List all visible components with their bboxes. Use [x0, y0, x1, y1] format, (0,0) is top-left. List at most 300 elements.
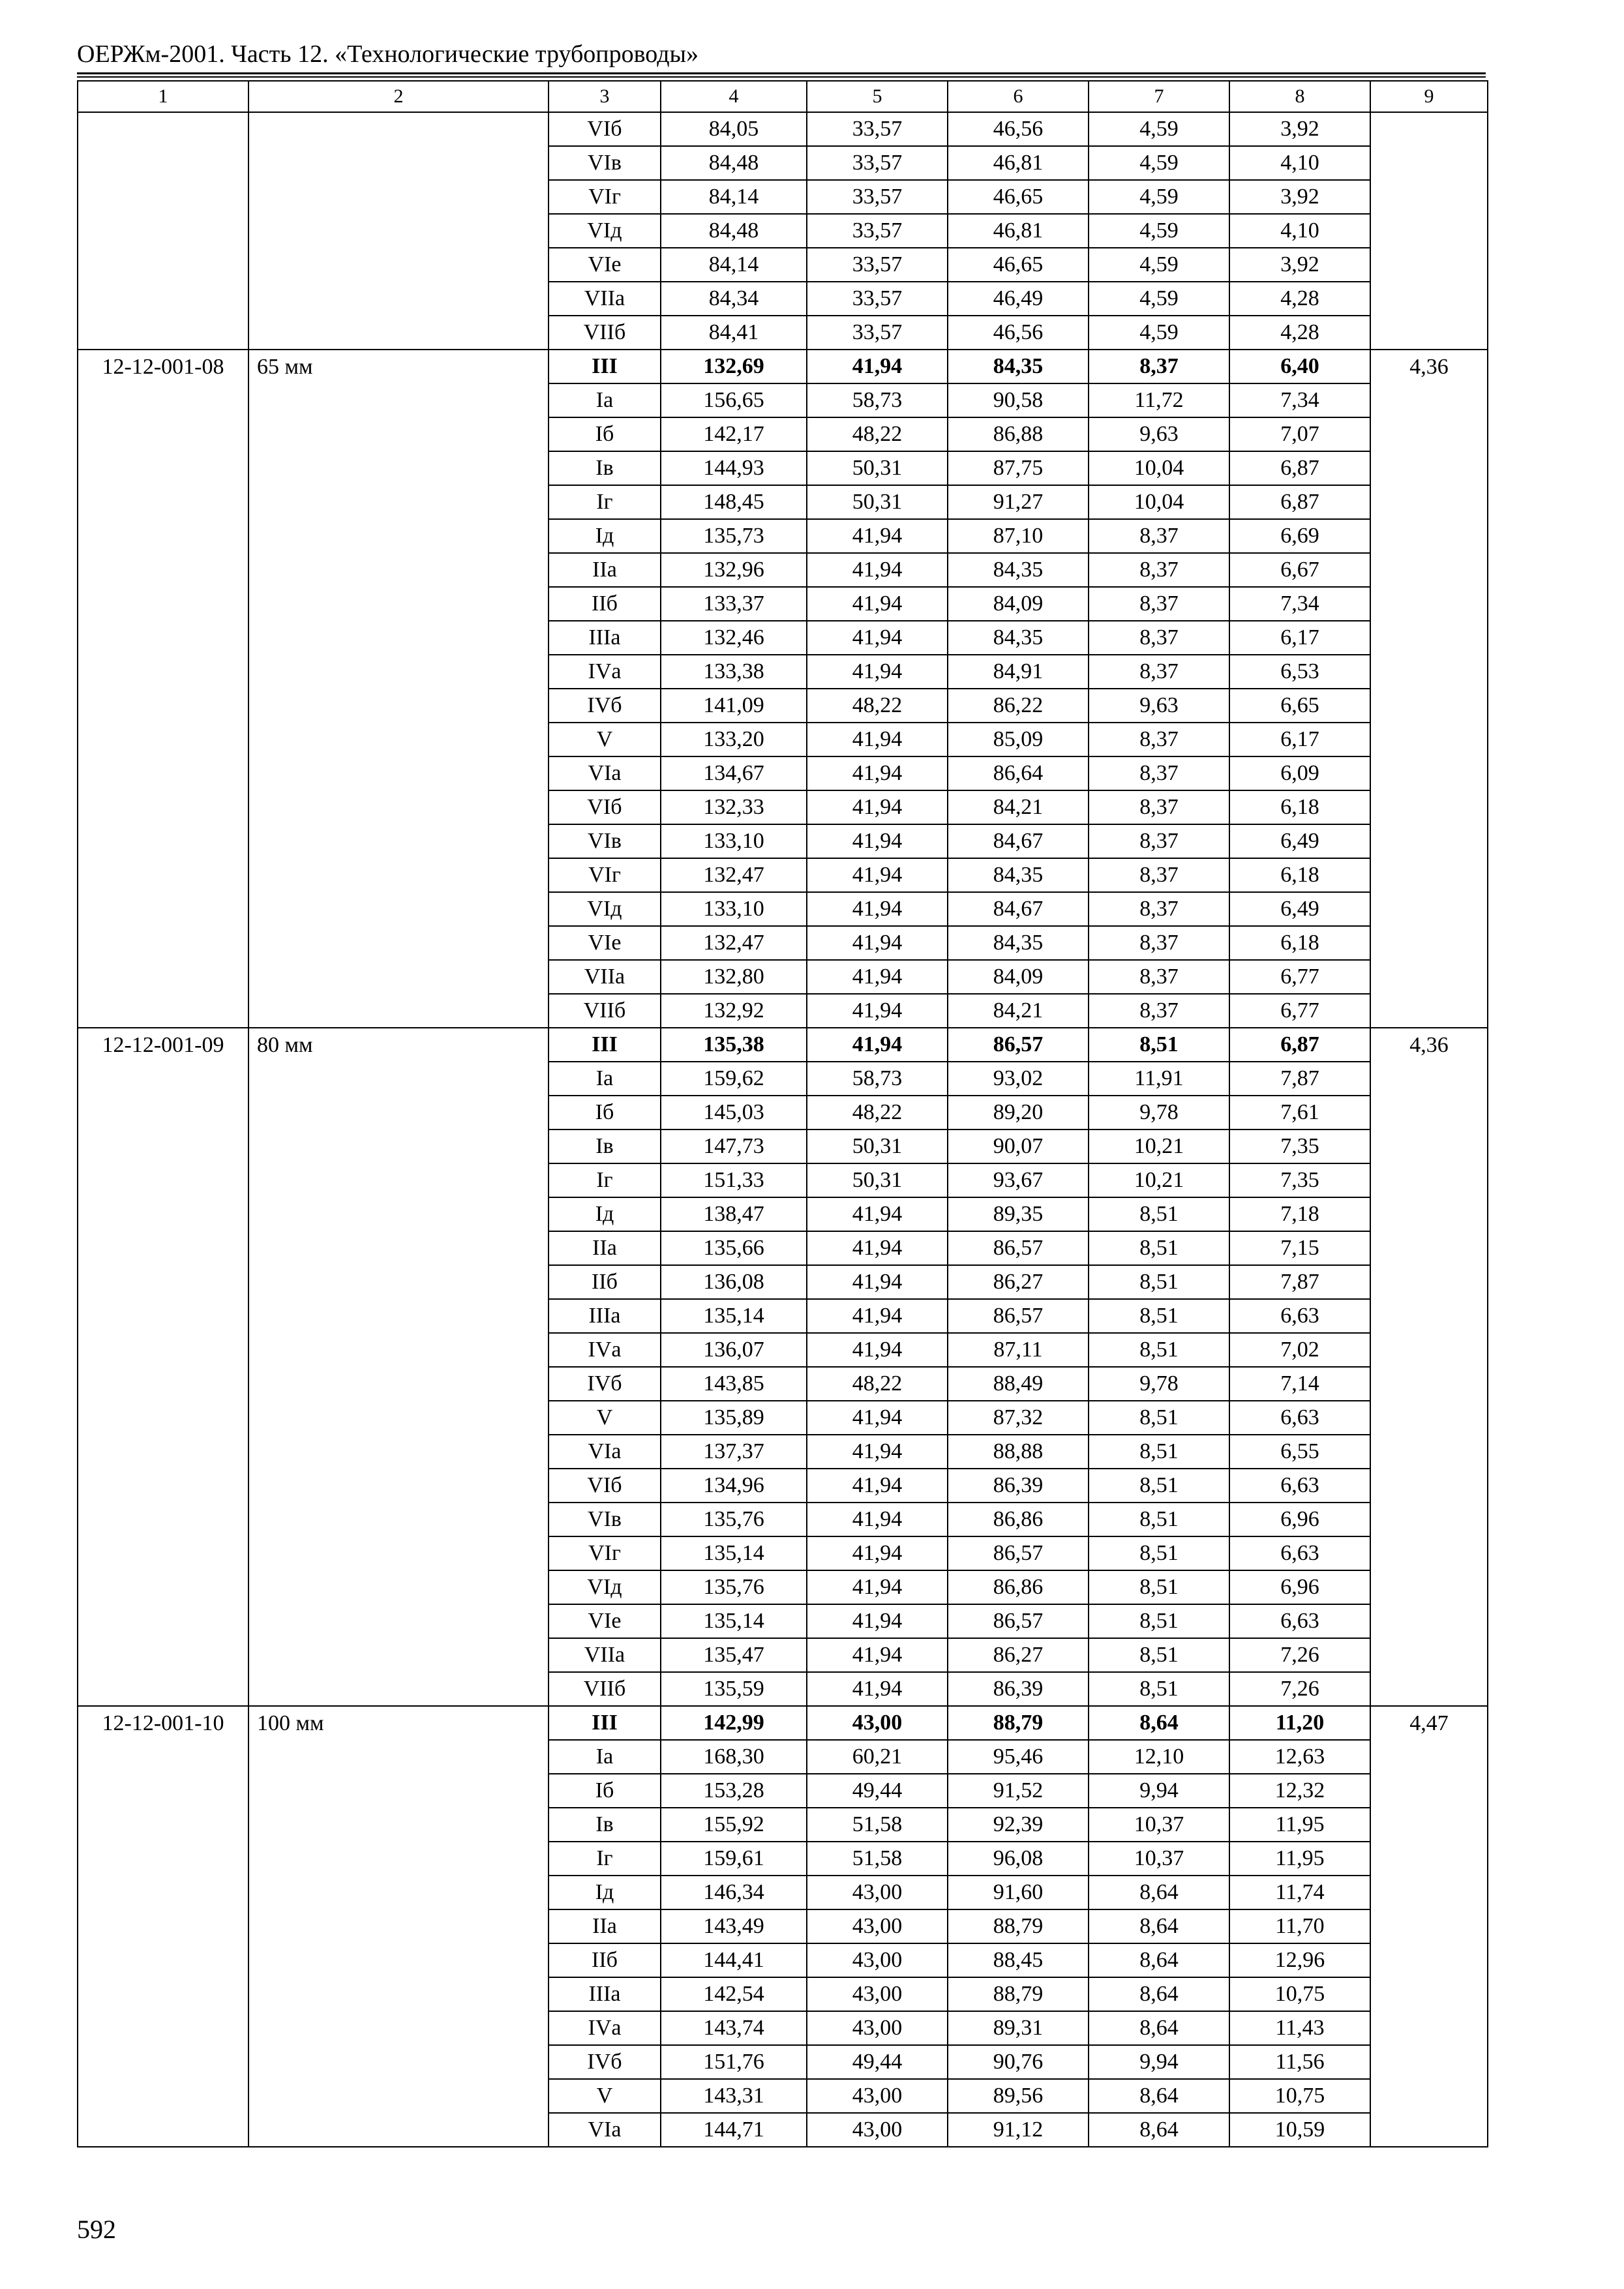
value-cell: 7,87	[1229, 1062, 1370, 1096]
zone-cell: VIе	[549, 1604, 661, 1638]
value-cell: 87,10	[948, 519, 1089, 553]
pipe-size-cell: 80 мм	[248, 1028, 549, 1706]
zone-cell: VIд	[549, 214, 661, 248]
value-cell: 43,00	[807, 2079, 948, 2113]
value-cell: 6,77	[1229, 994, 1370, 1028]
value-cell: 8,51	[1089, 1672, 1229, 1706]
value-cell: 7,15	[1229, 1231, 1370, 1265]
value-cell: 135,66	[661, 1231, 807, 1265]
value-cell: 8,37	[1089, 892, 1229, 926]
zone-cell: V	[549, 1401, 661, 1435]
value-cell: 3,92	[1229, 112, 1370, 146]
value-cell: 8,37	[1089, 553, 1229, 587]
value-cell: 6,67	[1229, 553, 1370, 587]
value-cell: 135,14	[661, 1604, 807, 1638]
zone-cell: VIIа	[549, 282, 661, 316]
value-cell: 50,31	[807, 451, 948, 485]
value-cell: 8,51	[1089, 1469, 1229, 1503]
value-cell: 8,51	[1089, 1570, 1229, 1604]
value-cell: 135,76	[661, 1503, 807, 1536]
value-cell: 41,94	[807, 350, 948, 383]
value-cell: 133,20	[661, 723, 807, 756]
value-cell: 48,22	[807, 1096, 948, 1130]
value-cell: 86,57	[948, 1231, 1089, 1265]
zone-cell: VIв	[549, 824, 661, 858]
value-cell: 41,94	[807, 926, 948, 960]
column-number-cell: 3	[549, 81, 661, 112]
value-cell: 41,94	[807, 790, 948, 824]
value-cell: 4,59	[1089, 282, 1229, 316]
value-cell: 92,39	[948, 1808, 1089, 1842]
value-cell: 43,00	[807, 1943, 948, 1977]
value-cell: 86,86	[948, 1503, 1089, 1536]
value-cell: 8,37	[1089, 519, 1229, 553]
value-cell: 46,81	[948, 214, 1089, 248]
rate-code-cell	[78, 112, 248, 350]
value-cell: 93,67	[948, 1163, 1089, 1197]
value-cell: 41,94	[807, 655, 948, 689]
value-cell: 8,51	[1089, 1604, 1229, 1638]
value-cell: 11,20	[1229, 1706, 1370, 1740]
table-row	[78, 1028, 1488, 1062]
column-number-cell: 5	[807, 81, 948, 112]
value-cell: 132,46	[661, 621, 807, 655]
value-cell: 8,37	[1089, 350, 1229, 383]
value-cell: 6,40	[1229, 350, 1370, 383]
value-cell: 84,14	[661, 248, 807, 282]
value-cell: 12,63	[1229, 1740, 1370, 1774]
value-cell: 41,94	[807, 519, 948, 553]
value-cell: 86,39	[948, 1469, 1089, 1503]
value-cell: 84,05	[661, 112, 807, 146]
value-cell: 86,64	[948, 756, 1089, 790]
column-number-cell: 8	[1229, 81, 1370, 112]
value-cell: 50,31	[807, 1130, 948, 1163]
value-cell: 86,57	[948, 1604, 1089, 1638]
value-cell: 135,38	[661, 1028, 807, 1062]
value-cell: 143,74	[661, 2011, 807, 2045]
zone-cell: IIа	[549, 1909, 661, 1943]
value-cell: 135,14	[661, 1536, 807, 1570]
value-cell: 6,65	[1229, 689, 1370, 723]
value-cell: 4,59	[1089, 112, 1229, 146]
value-cell: 8,37	[1089, 655, 1229, 689]
value-cell: 4,59	[1089, 248, 1229, 282]
value-cell: 6,63	[1229, 1401, 1370, 1435]
value-cell: 132,80	[661, 960, 807, 994]
value-cell: 8,51	[1089, 1028, 1229, 1062]
zone-cell: VIг	[549, 858, 661, 892]
value-cell: 8,37	[1089, 790, 1229, 824]
value-cell: 41,94	[807, 1299, 948, 1333]
value-cell: 6,49	[1229, 892, 1370, 926]
value-cell: 7,07	[1229, 417, 1370, 451]
value-cell: 4,59	[1089, 214, 1229, 248]
value-cell: 7,34	[1229, 383, 1370, 417]
value-cell: 6,96	[1229, 1570, 1370, 1604]
value-cell: 41,94	[807, 1265, 948, 1299]
zone-cell: Iг	[549, 485, 661, 519]
value-cell: 144,41	[661, 1943, 807, 1977]
value-cell: 41,94	[807, 960, 948, 994]
value-cell: 96,08	[948, 1842, 1089, 1876]
value-cell: 9,94	[1089, 1774, 1229, 1808]
zone-cell: VIIб	[549, 1672, 661, 1706]
value-cell: 8,64	[1089, 1706, 1229, 1740]
value-cell: 41,94	[807, 892, 948, 926]
value-cell: 84,34	[661, 282, 807, 316]
value-cell: 86,57	[948, 1028, 1089, 1062]
value-cell: 33,57	[807, 248, 948, 282]
value-cell: 84,21	[948, 994, 1089, 1028]
zone-cell: Iв	[549, 451, 661, 485]
value-cell: 60,21	[807, 1740, 948, 1774]
value-cell: 88,88	[948, 1435, 1089, 1469]
value-cell: 41,94	[807, 1028, 948, 1062]
value-cell: 142,54	[661, 1977, 807, 2011]
column-number-cell: 4	[661, 81, 807, 112]
zone-cell: IIб	[549, 587, 661, 621]
value-cell: 41,94	[807, 1536, 948, 1570]
zone-cell: Iв	[549, 1808, 661, 1842]
value-cell: 41,94	[807, 858, 948, 892]
value-cell: 8,37	[1089, 858, 1229, 892]
value-cell: 6,77	[1229, 960, 1370, 994]
value-cell: 86,22	[948, 689, 1089, 723]
value-cell: 8,51	[1089, 1435, 1229, 1469]
value-cell: 8,37	[1089, 926, 1229, 960]
value-cell: 33,57	[807, 316, 948, 350]
value-cell: 41,94	[807, 553, 948, 587]
value-cell: 51,58	[807, 1842, 948, 1876]
zone-cell: IIб	[549, 1265, 661, 1299]
value-cell: 86,88	[948, 417, 1089, 451]
value-cell: 84,21	[948, 790, 1089, 824]
value-cell: 11,91	[1089, 1062, 1229, 1096]
value-cell: 48,22	[807, 417, 948, 451]
value-cell: 41,94	[807, 1401, 948, 1435]
value-cell: 41,94	[807, 723, 948, 756]
value-cell: 4,59	[1089, 146, 1229, 180]
zone-cell: IVа	[549, 1333, 661, 1367]
value-cell: 43,00	[807, 1876, 948, 1909]
value-cell: 3,92	[1229, 180, 1370, 214]
value-cell: 6,18	[1229, 858, 1370, 892]
value-cell: 151,33	[661, 1163, 807, 1197]
value-cell: 10,75	[1229, 1977, 1370, 2011]
value-cell: 7,87	[1229, 1265, 1370, 1299]
value-cell: 146,34	[661, 1876, 807, 1909]
value-cell: 7,26	[1229, 1672, 1370, 1706]
value-cell: 8,37	[1089, 824, 1229, 858]
value-cell: 84,67	[948, 824, 1089, 858]
value-cell: 90,07	[948, 1130, 1089, 1163]
value-cell: 4,10	[1229, 146, 1370, 180]
value-cell: 133,10	[661, 892, 807, 926]
value-cell: 33,57	[807, 112, 948, 146]
value-cell: 159,62	[661, 1062, 807, 1096]
value-cell: 143,85	[661, 1367, 807, 1401]
zone-cell: Iг	[549, 1842, 661, 1876]
value-cell: 6,55	[1229, 1435, 1370, 1469]
zone-cell: IIа	[549, 1231, 661, 1265]
value-cell: 33,57	[807, 282, 948, 316]
zone-cell: VIб	[549, 1469, 661, 1503]
value-cell: 41,94	[807, 994, 948, 1028]
value-cell: 132,33	[661, 790, 807, 824]
value-cell: 144,93	[661, 451, 807, 485]
value-cell: 10,21	[1089, 1163, 1229, 1197]
zone-cell: VIа	[549, 2113, 661, 2147]
value-cell: 8,37	[1089, 994, 1229, 1028]
value-cell: 7,34	[1229, 587, 1370, 621]
rate-code-cell: 12-12-001-10	[78, 1706, 248, 2147]
table-row	[78, 1706, 1488, 1740]
zone-cell: VIг	[549, 180, 661, 214]
value-cell: 168,30	[661, 1740, 807, 1774]
zone-cell: VIа	[549, 1435, 661, 1469]
value-cell: 11,95	[1229, 1842, 1370, 1876]
value-cell: 9,78	[1089, 1367, 1229, 1401]
value-cell: 7,18	[1229, 1197, 1370, 1231]
value-cell: 7,26	[1229, 1638, 1370, 1672]
value-cell: 145,03	[661, 1096, 807, 1130]
zone-cell: III	[549, 1028, 661, 1062]
value-cell: 33,57	[807, 146, 948, 180]
value-cell: 148,45	[661, 485, 807, 519]
value-cell: 84,41	[661, 316, 807, 350]
value-cell: 84,35	[948, 926, 1089, 960]
zone-cell: VIе	[549, 926, 661, 960]
value-cell: 142,17	[661, 417, 807, 451]
value-cell: 58,73	[807, 383, 948, 417]
zone-cell: V	[549, 2079, 661, 2113]
value-cell: 46,65	[948, 180, 1089, 214]
zone-cell: Iб	[549, 1096, 661, 1130]
value-cell: 8,37	[1089, 587, 1229, 621]
value-cell: 87,32	[948, 1401, 1089, 1435]
value-cell: 9,63	[1089, 417, 1229, 451]
value-cell: 6,49	[1229, 824, 1370, 858]
zone-cell: IVб	[549, 689, 661, 723]
zone-cell: IVб	[549, 2045, 661, 2079]
value-cell: 91,12	[948, 2113, 1089, 2147]
value-cell: 6,17	[1229, 621, 1370, 655]
value-cell: 91,52	[948, 1774, 1089, 1808]
value-cell: 132,96	[661, 553, 807, 587]
value-cell: 51,58	[807, 1808, 948, 1842]
value-cell: 133,10	[661, 824, 807, 858]
value-cell: 6,87	[1229, 451, 1370, 485]
value-cell: 10,21	[1089, 1130, 1229, 1163]
value-cell: 143,49	[661, 1909, 807, 1943]
value-cell: 134,96	[661, 1469, 807, 1503]
value-cell: 58,73	[807, 1062, 948, 1096]
zone-cell: VIб	[549, 112, 661, 146]
value-cell: 10,59	[1229, 2113, 1370, 2147]
value-cell: 49,44	[807, 2045, 948, 2079]
value-cell: 91,60	[948, 1876, 1089, 1909]
value-cell: 6,18	[1229, 790, 1370, 824]
value-cell: 93,02	[948, 1062, 1089, 1096]
value-cell: 135,59	[661, 1672, 807, 1706]
zone-cell: IIб	[549, 1943, 661, 1977]
value-cell: 8,64	[1089, 2011, 1229, 2045]
zone-cell: VIд	[549, 1570, 661, 1604]
value-cell: 159,61	[661, 1842, 807, 1876]
value-cell: 41,94	[807, 1469, 948, 1503]
value-cell: 138,47	[661, 1197, 807, 1231]
column-9-cell: 4,36	[1370, 350, 1488, 1028]
value-cell: 87,11	[948, 1333, 1089, 1367]
value-cell: 133,37	[661, 587, 807, 621]
zone-cell: VIе	[549, 248, 661, 282]
value-cell: 8,64	[1089, 1977, 1229, 2011]
header-rule-thin	[77, 76, 1486, 78]
value-cell: 84,35	[948, 350, 1089, 383]
value-cell: 136,08	[661, 1265, 807, 1299]
zone-cell: Iг	[549, 1163, 661, 1197]
column-number-row	[78, 81, 1488, 112]
value-cell: 11,43	[1229, 2011, 1370, 2045]
value-cell: 84,67	[948, 892, 1089, 926]
value-cell: 132,69	[661, 350, 807, 383]
value-cell: 33,57	[807, 214, 948, 248]
value-cell: 86,27	[948, 1638, 1089, 1672]
value-cell: 4,59	[1089, 316, 1229, 350]
value-cell: 153,28	[661, 1774, 807, 1808]
value-cell: 134,67	[661, 756, 807, 790]
zone-cell: Iа	[549, 1740, 661, 1774]
rate-code-cell: 12-12-001-08	[78, 350, 248, 1028]
value-cell: 156,65	[661, 383, 807, 417]
value-cell: 41,94	[807, 1231, 948, 1265]
value-cell: 9,94	[1089, 2045, 1229, 2079]
pipe-size-cell: 65 мм	[248, 350, 549, 1028]
value-cell: 8,51	[1089, 1638, 1229, 1672]
value-cell: 43,00	[807, 1977, 948, 2011]
value-cell: 11,56	[1229, 2045, 1370, 2079]
value-cell: 12,10	[1089, 1740, 1229, 1774]
value-cell: 86,57	[948, 1536, 1089, 1570]
zone-cell: VIIа	[549, 960, 661, 994]
value-cell: 7,35	[1229, 1163, 1370, 1197]
value-cell: 86,39	[948, 1672, 1089, 1706]
table-row	[78, 112, 1488, 146]
value-cell: 84,35	[948, 858, 1089, 892]
value-cell: 4,59	[1089, 180, 1229, 214]
column-number-cell: 7	[1089, 81, 1229, 112]
value-cell: 7,02	[1229, 1333, 1370, 1367]
value-cell: 10,75	[1229, 2079, 1370, 2113]
zone-cell: VIа	[549, 756, 661, 790]
value-cell: 84,35	[948, 553, 1089, 587]
value-cell: 48,22	[807, 1367, 948, 1401]
value-cell: 135,73	[661, 519, 807, 553]
value-cell: 84,48	[661, 146, 807, 180]
value-cell: 135,47	[661, 1638, 807, 1672]
value-cell: 11,72	[1089, 383, 1229, 417]
value-cell: 41,94	[807, 1197, 948, 1231]
zone-cell: VIIб	[549, 316, 661, 350]
value-cell: 43,00	[807, 1909, 948, 1943]
value-cell: 88,79	[948, 1909, 1089, 1943]
value-cell: 11,74	[1229, 1876, 1370, 1909]
value-cell: 9,78	[1089, 1096, 1229, 1130]
value-cell: 84,09	[948, 960, 1089, 994]
value-cell: 132,92	[661, 994, 807, 1028]
value-cell: 133,38	[661, 655, 807, 689]
zone-cell: VIв	[549, 1503, 661, 1536]
value-cell: 43,00	[807, 2113, 948, 2147]
value-cell: 88,79	[948, 1706, 1089, 1740]
value-cell: 89,20	[948, 1096, 1089, 1130]
value-cell: 41,94	[807, 1435, 948, 1469]
value-cell: 10,37	[1089, 1808, 1229, 1842]
value-cell: 41,94	[807, 1638, 948, 1672]
zone-cell: Iд	[549, 1197, 661, 1231]
column-9-cell: 4,36	[1370, 1028, 1488, 1706]
value-cell: 6,53	[1229, 655, 1370, 689]
zone-cell: Iд	[549, 519, 661, 553]
value-cell: 91,27	[948, 485, 1089, 519]
zone-cell: V	[549, 723, 661, 756]
value-cell: 135,76	[661, 1570, 807, 1604]
zone-cell: Iд	[549, 1876, 661, 1909]
value-cell: 41,94	[807, 756, 948, 790]
value-cell: 4,10	[1229, 214, 1370, 248]
value-cell: 8,37	[1089, 723, 1229, 756]
page-number: 592	[77, 2215, 116, 2244]
value-cell: 3,92	[1229, 248, 1370, 282]
value-cell: 11,95	[1229, 1808, 1370, 1842]
value-cell: 155,92	[661, 1808, 807, 1842]
zone-cell: IIIа	[549, 1977, 661, 2011]
value-cell: 33,57	[807, 180, 948, 214]
value-cell: 8,51	[1089, 1299, 1229, 1333]
value-cell: 95,46	[948, 1740, 1089, 1774]
table-row	[78, 350, 1488, 383]
zone-cell: VIIб	[549, 994, 661, 1028]
value-cell: 6,69	[1229, 519, 1370, 553]
zone-cell: III	[549, 350, 661, 383]
value-cell: 88,45	[948, 1943, 1089, 1977]
value-cell: 8,51	[1089, 1401, 1229, 1435]
zone-cell: Iв	[549, 1130, 661, 1163]
value-cell: 6,87	[1229, 485, 1370, 519]
value-cell: 41,94	[807, 1333, 948, 1367]
value-cell: 142,99	[661, 1706, 807, 1740]
value-cell: 43,00	[807, 2011, 948, 2045]
value-cell: 84,48	[661, 214, 807, 248]
value-cell: 4,28	[1229, 282, 1370, 316]
zone-cell: VIг	[549, 1536, 661, 1570]
value-cell: 8,51	[1089, 1333, 1229, 1367]
value-cell: 12,96	[1229, 1943, 1370, 1977]
zone-cell: IVб	[549, 1367, 661, 1401]
value-cell: 88,49	[948, 1367, 1089, 1401]
value-cell: 8,64	[1089, 2079, 1229, 2113]
value-cell: 8,64	[1089, 2113, 1229, 2147]
value-cell: 90,76	[948, 2045, 1089, 2079]
value-cell: 135,14	[661, 1299, 807, 1333]
zone-cell: VIIа	[549, 1638, 661, 1672]
zone-cell: IIIа	[549, 621, 661, 655]
value-cell: 7,61	[1229, 1096, 1370, 1130]
value-cell: 87,75	[948, 451, 1089, 485]
value-cell: 10,04	[1089, 485, 1229, 519]
value-cell: 41,94	[807, 824, 948, 858]
